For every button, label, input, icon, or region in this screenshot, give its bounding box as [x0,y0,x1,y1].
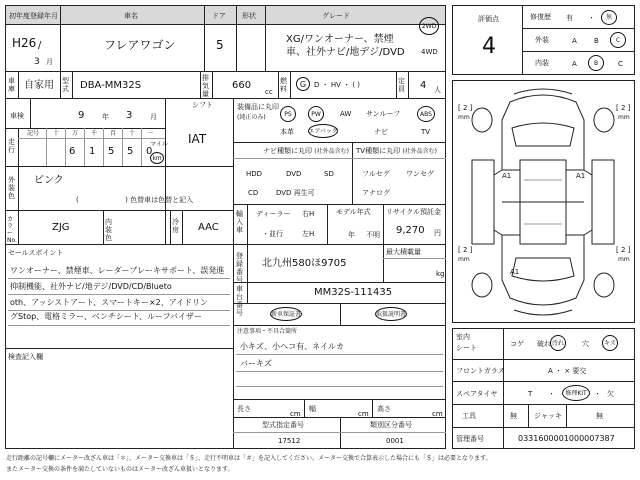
first-reg-year: H26 [12,36,37,50]
registration-number: 北九州580ほ9705 [262,258,347,269]
doors: 5 [216,38,224,52]
glass-label: フロントガラス [456,367,505,375]
interior-b: B [588,55,604,71]
shape-label: 形状 [242,12,256,20]
tv-oneseg: ワンセグ [406,170,434,178]
type-spec-label: 型式指定番号 [262,421,304,429]
first-reg-month: 3 [34,57,40,67]
jack-value: 無 [596,412,603,420]
sales-points-label: セールスポイント [8,249,64,257]
height-label: 高さ [377,405,391,413]
room-seat-label-2: シート [456,344,477,352]
spare-kit: 修理KIT [562,385,590,401]
diag-mm-br: mm [618,256,630,263]
mile-col-1: 十 [53,130,60,137]
recycle-value: 9,270 [396,225,425,236]
exterior-c: C [610,32,626,48]
usage-label: 車庫 [8,77,15,93]
seat-tear: 破れ [537,340,551,348]
chassis-label: 車台番号 [236,285,243,317]
jack-label: ジャッキ [534,412,562,420]
sales-line-2: 抑制機能、社外ナビ/地デジ/DVD/CD/Blueto [10,282,172,291]
recycle-unit: 円 [434,229,441,237]
equip-ps: PS [280,106,296,122]
mile-col-6: 一 [147,130,154,137]
exterior-b: B [594,37,599,45]
repair-label: 修復歴 [530,13,551,21]
car-name: フレアワゴン [104,38,176,52]
equip-tv: TV [421,128,431,136]
equip-pw: PW [308,106,324,122]
car-name-label: 車名 [124,12,138,20]
manual-book: 取扱説明書 [375,307,407,321]
diag-mark-br: [ 2 ] [616,246,631,254]
nav-hdd: HDD [246,170,263,178]
import-dealer: ディーラー [256,210,291,218]
diag-mm-tr: mm [618,114,630,121]
disp-unit: cc [265,88,273,96]
exterior-color: ピンク [34,175,64,186]
equip-navi: ナビ [374,128,388,136]
import-right: 右H [302,210,315,218]
sales-line-3: oth、アッシストアート、スマートキー×2、アイドリン [10,298,209,307]
model-year-unknown: 不明 [366,231,380,239]
mileage-label: 走行 [8,138,15,154]
registration-label: 登録番号 [236,252,243,284]
length-label: 長さ [237,405,251,413]
inspection-label: 車検 [10,112,24,120]
color-code-label: カラー No. [7,216,17,244]
exterior-grade-label: 外装 [535,36,549,44]
fuel-g-circle: G [296,77,310,91]
inspection-month: 3 [126,110,133,121]
displacement: 660 [232,80,252,91]
tv-analog: アナログ [362,189,390,197]
fuel-options: D ・ HV ・ ( ) [314,81,361,89]
repair-no: 無 [601,10,617,25]
equipment-title: 装備品に丸印 [237,103,279,111]
mile-col-5: 十 [129,130,136,137]
tv-type-title: TV種類に丸印 (社外品含む) [356,147,437,155]
color-code: ZJG [52,222,70,233]
mile-col-4: 百 [110,130,117,137]
footer-line-1: 走行距離の記号欄にメーター改ざん車は「＊」、メーター交換車は「＄」、走行不明車は「＃」を記入してください。メーター交換で合算表示した場合にも「＄」は必要となります。 [6,455,492,462]
mile-col-3: 千 [91,130,98,137]
chassis-number: MM32S-111435 [314,287,393,298]
repair-dot: ・ [588,14,595,22]
max-load-label: 最大積載量 [386,248,421,256]
nav-dvd: DVD [286,170,302,178]
spare-dot-1: ・ [548,390,555,398]
mile-digit-4: 5 [127,146,134,157]
grade-value: XG/ワンオーナー、禁煙車、社外ナビ/地デジ/DVD [286,34,405,58]
mile-unit-mile: マイル [150,141,168,148]
mile-digit-1: 6 [69,146,76,157]
capacity: 4 [420,80,427,91]
first-reg-label: 初年度登録年月 [9,12,58,20]
tools-label: 工具 [462,412,476,420]
diag-a1-bottom: A1 [510,268,520,276]
exterior-color-label: 外装色 [8,176,15,200]
nav-sd: SD [324,170,334,178]
first-reg-sep: / [38,40,42,51]
equip-sunroof: サンルーフ [366,110,401,118]
tv-fullseg: フルセグ [362,170,390,178]
seat-dirty: 汚れ [550,335,566,351]
car-diagram [452,80,635,323]
inspector-label: 検査記入欄 [8,353,43,361]
spare-label: スペアタイヤ [456,390,498,398]
spare-t: T [528,390,533,398]
score-value: 4 [482,34,496,59]
warranty-book: 新車保証書 [270,307,302,321]
diag-mark-tl: [ 2 ] [458,104,473,112]
mile-digit-5: 0 [146,146,153,157]
mile-col-0: 記号 [27,130,40,137]
exterior-a: A [572,37,577,45]
seat-burn: コゲ [510,340,524,348]
repair-yes: 有 [566,14,573,22]
spare-lack: 欠 [607,390,614,398]
equip-airbag: エアバッグ [308,124,338,138]
type-spec-value: 17512 [278,437,301,445]
width-label: 幅 [309,405,316,413]
ac-value: AAC [198,222,219,233]
nav-type-title: ナビ種類に丸印 (社外品含む) [263,147,349,155]
interior-color-label: 内装色 [105,218,112,242]
tools-value: 無 [510,412,517,420]
import-left: 左H [302,230,315,238]
notes-label: 注意事項・不具合箇所 [237,328,298,335]
fuel-label: 燃料 [280,77,287,93]
diag-mark-tr: [ 2 ] [616,104,631,112]
nav-dvd-play: DVD 再生可 [276,189,315,197]
mile-unit-km: km [150,152,164,164]
notes-line-1: 小キズ、小ヘコ有、ネイルカ [240,342,344,351]
ac-label: 冷房 [172,218,179,234]
footer-line-2: またメーター交換の条件を満たしていないものはメーター改ざん車扱いとなります。 [6,466,234,473]
diag-a1-left: A1 [502,172,512,180]
inspection-year: 9 [78,110,85,121]
shift-label: シフト [192,101,213,109]
room-seat-label: 室内 [456,333,470,341]
inspection-year-unit: 年 [102,113,109,121]
disp-label: 排気量 [202,74,209,98]
interior-grade-label: 内装 [535,59,549,67]
score-label: 評価点 [478,15,499,23]
recycle-label: リサイクル預託金 [386,208,442,216]
nav-cd: CD [248,189,259,197]
glass-value: A ・ × 要交 [548,367,587,375]
shift-value: IAT [188,132,207,146]
grade-label: グレード [322,12,350,20]
diag-a1-right: A1 [576,172,586,180]
interior-c: C [618,60,623,68]
mgmt-value: 0331600001000007387 [518,434,615,443]
model: DBA-MM32S [80,80,142,91]
class-label: 類別区分番号 [370,421,412,429]
mile-digit-2: 1 [89,146,96,157]
notes-line-2: バーキズ [240,359,272,368]
drive-2wd: 2WD [419,17,439,35]
usage: 自家用 [24,80,54,91]
width-unit: cm [358,410,369,418]
inspection-month-unit: 月 [150,113,157,121]
height-unit: cm [432,410,443,418]
color-change-note: ( ) 色替車は色替と記入 [76,196,194,204]
sales-line-4: グStop、電格ミラー、ベンチシート、ルーフバイザー [10,312,202,321]
seat-scratch: キズ [602,335,618,351]
seat-hole: 穴 [582,340,589,348]
equipment-subtitle: (純正のみ) [237,114,266,121]
equip-abs: ABS [417,106,435,122]
drive-4wd: 4WD [421,48,438,56]
diag-mm-tl: mm [458,114,470,121]
door-label: ドア [212,12,226,20]
equip-aw: AW [340,110,352,118]
model-label: 型式 [62,77,69,93]
max-load-unit: kg [436,270,445,278]
diag-mark-bl: [ 2 ] [458,246,473,254]
mile-digit-3: 5 [108,146,115,157]
import-parallel: ・並行 [262,230,283,238]
sales-line-1: ワンオーナー、禁煙車、レーダーブレーキサポート、誤発進 [10,266,225,275]
class-value: 0001 [386,437,404,445]
month-unit: 月 [46,58,53,66]
diag-mm-bl: mm [458,256,470,263]
spare-dot-2: ・ [594,390,601,398]
capacity-unit: 人 [434,86,441,94]
equip-leather: 本革 [280,128,294,136]
interior-a: A [572,60,577,68]
import-label: 輸入車 [236,210,243,234]
length-unit: cm [290,410,301,418]
model-year-label: モデル年式 [336,208,371,216]
capacity-label: 定員 [398,77,405,93]
mgmt-label: 管理番号 [456,435,484,443]
model-year-val: 年 [348,231,355,239]
mile-col-2: 万 [72,130,79,137]
